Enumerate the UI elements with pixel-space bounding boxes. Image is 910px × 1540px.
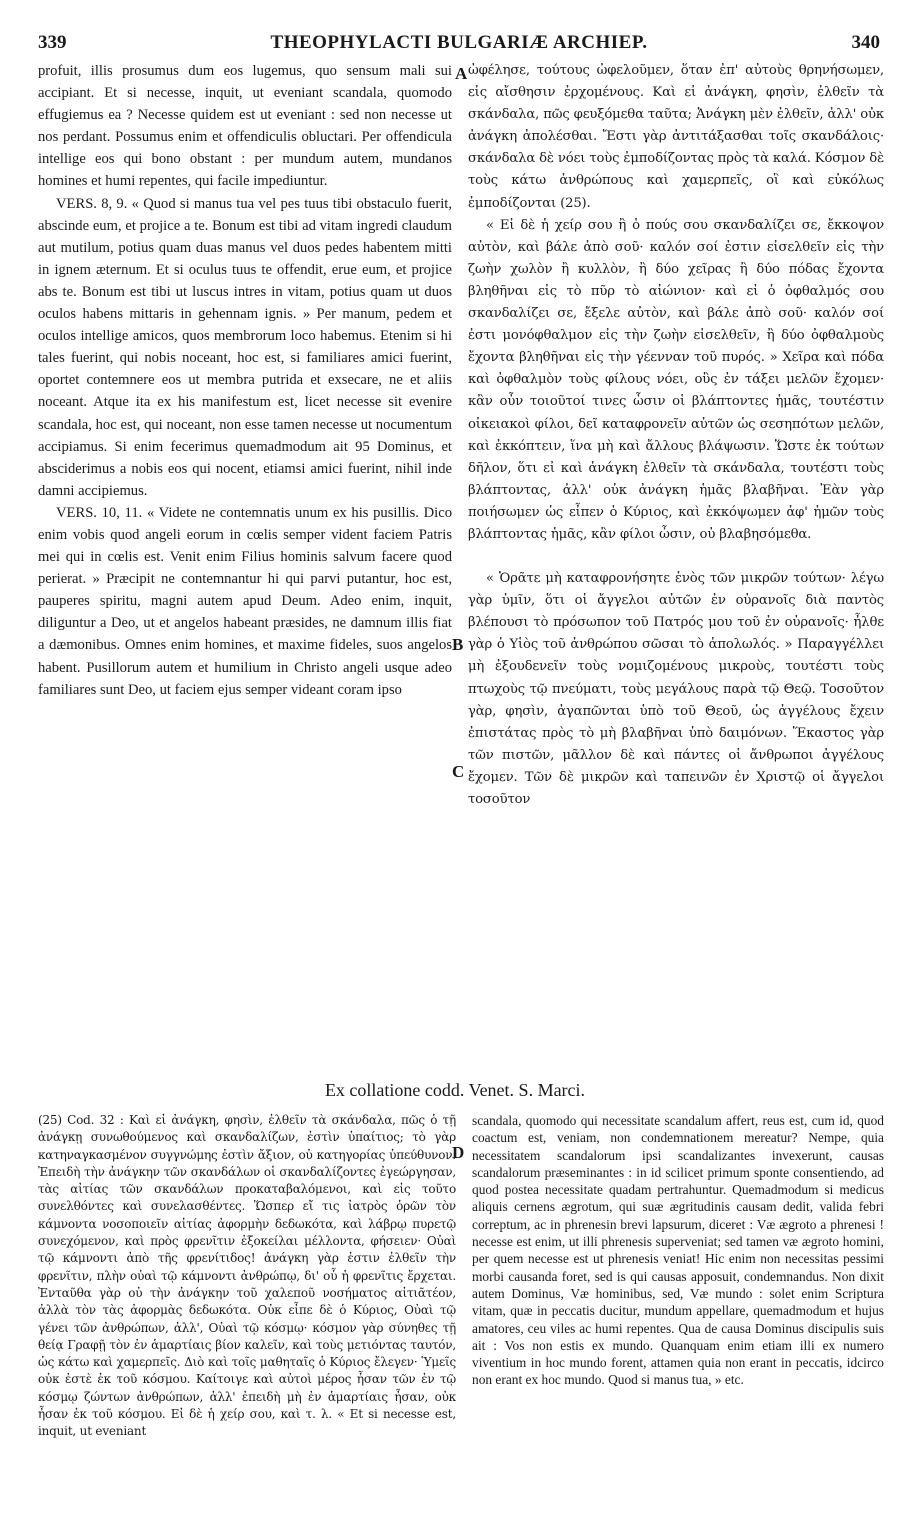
- latin-paragraph-1: profuit, illis prosumus dum eos lugemus, quo sensum mali sui accipiant. Et si necesse, inquit, ut eveniant scandala, quomodo effugiemus ea ? Necesse quidem est ut eveniant : sed non necesse ut nos perdant. Possumus enim et offendiculis obluctari. Per offendicula intellige eos qui bono obstant : per mundum autem, mundanos homines et humi repentes, qui facile impediuntur.: [38, 63, 452, 190]
- page-header: [38, 32, 880, 58]
- running-title: THEOPHYLACTI BULGARIÆ ARCHIEP.: [270, 32, 648, 53]
- latin-paragraph-2: VERS. 8, 9. « Quod si manus tua vel pes tuus tibi obstaculo fuerit, abscinde eum, et projice a te. Bonum est tibi ad vitam ingredi claudum aut mutilum, potius quam duas manus vel duos pedes habentem mitti in ignem æternum. Et si oculus tuus te offendit, erue eum, et projice abs te. Bonum est tibi ut luscus intres in vitam, potius quam ut duos oculos habens mittaris in gehennam ignis. » Per manum, pedem et oculos intellige amicos, quos membrorum loco habemus. Etenim si hi tales fuerint, qui nobis noceant, hoc est, si familiares amici fuerint, oportet contemnere eos ut membra putrida et exsecare, ne et aliis noceant. Atque ita ex his manifestum est, licet necesse sit evenire scandala, hoc est, qui noceant, non esse tamen necesse ut nocumentum accipiamus. Si enim fecerimus quemadmodum ait 95 Dominus, et absciderimus a nobis eos qui nocent, etiamsi amici fuerint, nihil inde damni accipiemus.: [38, 195, 452, 499]
- footnote-latin-column: [472, 1112, 884, 1527]
- margin-letter-c: C: [452, 762, 465, 781]
- page-number-left: 339: [38, 32, 67, 53]
- greek-paragraph-3: « Ὁρᾶτε μὴ καταφρονήσητε ἑνὸς τῶν μικρῶν τούτων· λέγω γὰρ ὑμῖν, ὅτι οἱ ἄγγελοι αὐτῶν ἐν οὐρανοῖς διὰ παντὸς βλέπουσι τὸ πρόσωπον τοῦ Πατρός μου τοῦ ἐν οὐρανοῖς· ἦλθε γὰρ ὁ Υἱὸς τοῦ ἀνθρώπου σῶσαι τὸ ἀπολωλός. » Παραγγέλλει μὴ ἐξουδενεῖν τοὺς νομιζομένους μικροὺς, τουτέστι τοὺς πτωχοὺς τῷ πνεύματι, τοὺς μεγάλους παρὰ τῷ Θεῷ. Τοσοῦτον γὰρ, φησὶν, ἀγαπῶνται ὑπὸ τοῦ Θεοῦ, ὡς ἀγγέλους ἔχειν ἐπιστάτας πρὸς τὸ μὴ βλαβῆναι ὑπὸ δαιμόνων. Ἕκαστος γὰρ τῶν πιστῶν, μᾶλλον δὲ καὶ πάντες οἱ ἄνθρωποι ἀγγέλους ἔχομεν. Τῶν δὲ μικρῶν καὶ ταπεινῶν ἐν Χριστῷ οἱ ἄγγελοι τοσοῦτον: [468, 571, 884, 807]
- page-number-right: 340: [851, 32, 880, 53]
- greek-paragraph-1: ὠφέλησε, τούτους ὠφελοῦμεν, ὅταν ἐπ' αὐτοὺς θρηνήσωμεν, εἰς αἴσθησιν ἐρχομένους. Καὶ εἰ ἀνάγκη, φησὶν, ἐλθεῖν τὰ σκάνδαλα, πῶς φευξόμεθα ταῦτα; Ἀνάγκη μὲν ἐλθεῖν, ἀλλ' οὐκ ἀνάγκη ἀπολέσθαι. Ἔστι γὰρ ἀντιτάξασθαι τοῖς σκανδάλοις· σκάνδαλα δὲ νόει τοὺς ἐμποδίζοντας πρὸς τὰ καλά. Κόσμον δὲ τοὺς κάτω ἀνθρώπους καὶ χαμερπεῖς, οἳ καὶ εὐκόλως ἐμποδίζονται (25).: [468, 63, 884, 211]
- margin-letter-d: D: [452, 1143, 465, 1162]
- collation-heading: Ex collatione codd. Venet. S. Marci.: [324, 1080, 586, 1100]
- footnote-latin-text: scandala, quomodo qui necessitate scandalum affert, reus est, cum id, quod coactum est, veniam, non condemnationem mereatur? Nempe, quia necessitatem scandalorum ipsi scandalizantes invexerunt, causas scandalorum præseminantes : in id scilicet primum sponte consentiendo, ad quod postea necessitate quadam pertrahuntur. Quemadmodum si medicus aliquis cernens ægrotum, qui suæ ægritudinis causam dedit, valida febri correptum, ac in phrenesin brevi lapsurum, diceret : Væ ægroto a phrenesi ! necesse est enim, ut illi phrenesis superveniat; sed tamen væ ægroto homini, per quem necesse est ut phrenesis veniat! Hic enim non necessitas pessimi morbi causanda foret, sed is qui causas apposuit, condemnandus. Non dixit autem Dominus, Væ hominibus, sed, Væ mundo : solet enim Scriptura vitam, quæ in peccatis ducitur, mundum appellare, quemadmodum et hujus amatores, ceu viles ac humi repentes. Qua de causa Dominus discipulis suis ait : Vos non estis ex mundo. Quanquam enim etiam illi ex numero viventium in hoc mundo forent, attamen quia non erant in peccatis, idcirco non erant ex hoc mundo. Quod si manus tua, » etc.: [472, 1113, 884, 1388]
- footnote-greek-text: (25) Cod. 32 : Καὶ εἰ ἀνάγκη, φησὶν, ἐλθεῖν τὰ σκάνδαλα, πῶς ὁ τῇ ἀνάγκῃ συνωθούμενος καὶ σκανδαλίζων, ἐστὶν ὑπαίτιος; τὸ γὰρ κατηναγκασμένον συγγνώμης ἐστὶν ἄξιον, οὐ κατηγορίας ὑπεύθυνον. Ἐπειδὴ τὴν ἀνάγκην τῶν σκανδάλων οἱ σκανδαλίζοντες ἐγεώργησαν, τὰς αἰτίας τῶν σκανδάλων προκαταβαλόμενοι, καὶ εἰς τοῦτο συνελθόντες καὶ συνελασθέντες. Ὥσπερ εἴ τις ἰατρὸς ὁρῶν τὸν κάμνοντα νοσοποιεῖν αἰτίας ἀφορμὴν δεδωκότα, καὶ λάβρῳ πυρετῷ συνεχόμενον, καὶ πρὸς φρενῖτιν ἐξοκείλαι μέλλοντα, φήσειεν· Οὐαὶ τῷ κάμνοντι ἀπὸ τῆς φρενίτιδος! ἀνάγκη γὰρ ἐστιν ἐλθεῖν τὴν φρενῖτιν, πλὴν οὐαὶ τῷ κάμνοντι ἀνθρώπῳ, δι' οὗ ἡ φρενῖτις ἔρχεται. Ἐνταῦθα γὰρ οὐ τὴν ἀνάγκην τοῦ χαλεποῦ νοσήματος αἰτιᾶτέον, ἀλλὰ τὸν τὰς ἀφορμὰς δεδωκότα. Οὐκ εἶπε δὲ ὁ Κύριος, Οὐαὶ τῷ γένει τῶν ἀνθρώπων, ἀλλ', Οὐαὶ τῷ κόσμῳ· κόσμον γὰρ σύνηθες τῇ θείᾳ Γραφῇ τὸν ἐν ἁμαρτίαις βίον καλεῖν, καὶ τοὺς μετιόντας ταυτόν, ὡς κάτω καὶ χαμερπεῖς. Διὸ καὶ τοῖς μαθηταῖς ὁ Κύριος ἔλεγεν· Ὑμεῖς οὐκ ἐστὲ ἐκ τοῦ κόσμου. Καίτοιγε καὶ αὐτοὶ μέρος ἦσαν τῶν ἐν τῷ κόσμῳ ζώντων ἀνθρώπων, ἀλλ' ἐπειδὴ μὴ ἐν ἁμαρτίαις ἦσαν, οὐκ ἦσαν ἐκ τοῦ κόσμου. Εἰ δὲ ἡ χείρ σου, καὶ τ. λ. « Et si necesse est, inquit, ut eveniant: [38, 1113, 456, 1439]
- footnote-greek-column: [38, 1112, 456, 1527]
- margin-letter-b: B: [452, 635, 464, 654]
- greek-text-column: [468, 60, 884, 1076]
- latin-text-column: [38, 60, 452, 1076]
- paragraph-gap: [468, 546, 884, 568]
- margin-letter-a: A: [455, 64, 468, 83]
- latin-paragraph-3: VERS. 10, 11. « Videte ne contemnatis unum ex his pusillis. Dico enim vobis quod angeli eorum in cœlis semper vident faciem Patris mei qui in cœlis est. Venit enim Filius hominis salvum facere quod perierat. » Præcipit ne contemnantur hi qui parvi putantur, hoc est, pauperes spiritu, magni autem apud Deum. Adeo enim, inquit, diliguntur a Deo, ut et angelos habeant præsides, ne damnum illis fiat a dæmonibus. Omnes enim homines, et maxime fideles, suos angelos habent. Pusillorum autem et humilium in Christo angeli usque adeo familiares sunt Deo, ut faciem ejus semper videant coram ipso: [38, 504, 452, 698]
- greek-paragraph-2: « Εἰ δὲ ἡ χείρ σου ἢ ὁ πούς σου σκανδαλίζει σε, ἔκκοψον αὐτὸν, καὶ βάλε ἀπὸ σοῦ· καλόν σοί ἐστιν εἰσελθεῖν εἰς τὴν ζωὴν χωλὸν ἢ κυλλὸν, ἢ δύο χεῖρας ἢ δύο πόδας ἔχοντα βληθῆναι εἰς τὸ πῦρ τὸ αἰώνιον· καὶ εἰ ὁ ὀφθαλμός σου σκανδαλίζει σε, ἔξελε αὐτὸν, καὶ βάλε ἀπὸ σοῦ· καλόν σοί ἐστι μονόφθαλμον εἰς τὴν ζωὴν εἰσελθεῖν, ἢ δύο ὀφθαλμοὺς ἔχοντα βληθῆναι εἰς τὴν γέενναν τοῦ πυρός. » Χεῖρα καὶ πόδα καὶ ὀφθαλμὸν τοὺς φίλους νόει, οὓς ἐν τάξει μελῶν ἔχομεν· κἂν οὖν τοιοῦτοί τινες ὦσιν οἱ βλάπτοντες ἡμᾶς, τουτέστιν οἰκειακοὶ φίλοι, δεῖ καταφρονεῖν αὐτῶν ὡς σεσηπότων μελῶν, καὶ ἐκκόπτειν, ἵνα μὴ καὶ ἄλλους βλάψωσιν. Ὥστε ἐκ τούτων δῆλον, ὅτι εἰ καὶ ἀνάγκη ἐλθεῖν τὰ σκάνδαλα, τουτέστι τοὺς βλάπτοντας, ἀλλ' οὐκ ἀνάγκη ἡμᾶς βλαβῆναι. Ἐὰν γὰρ ποιήσωμεν ὡς εἶπεν ὁ Κύριος, καὶ ἐκκόψωμεν ἀφ' ἡμῶν τοὺς βλάπτοντας ἡμᾶς, κἂν φίλοι ὦσιν, οὐ βλαβησόμεθα.: [468, 217, 884, 542]
